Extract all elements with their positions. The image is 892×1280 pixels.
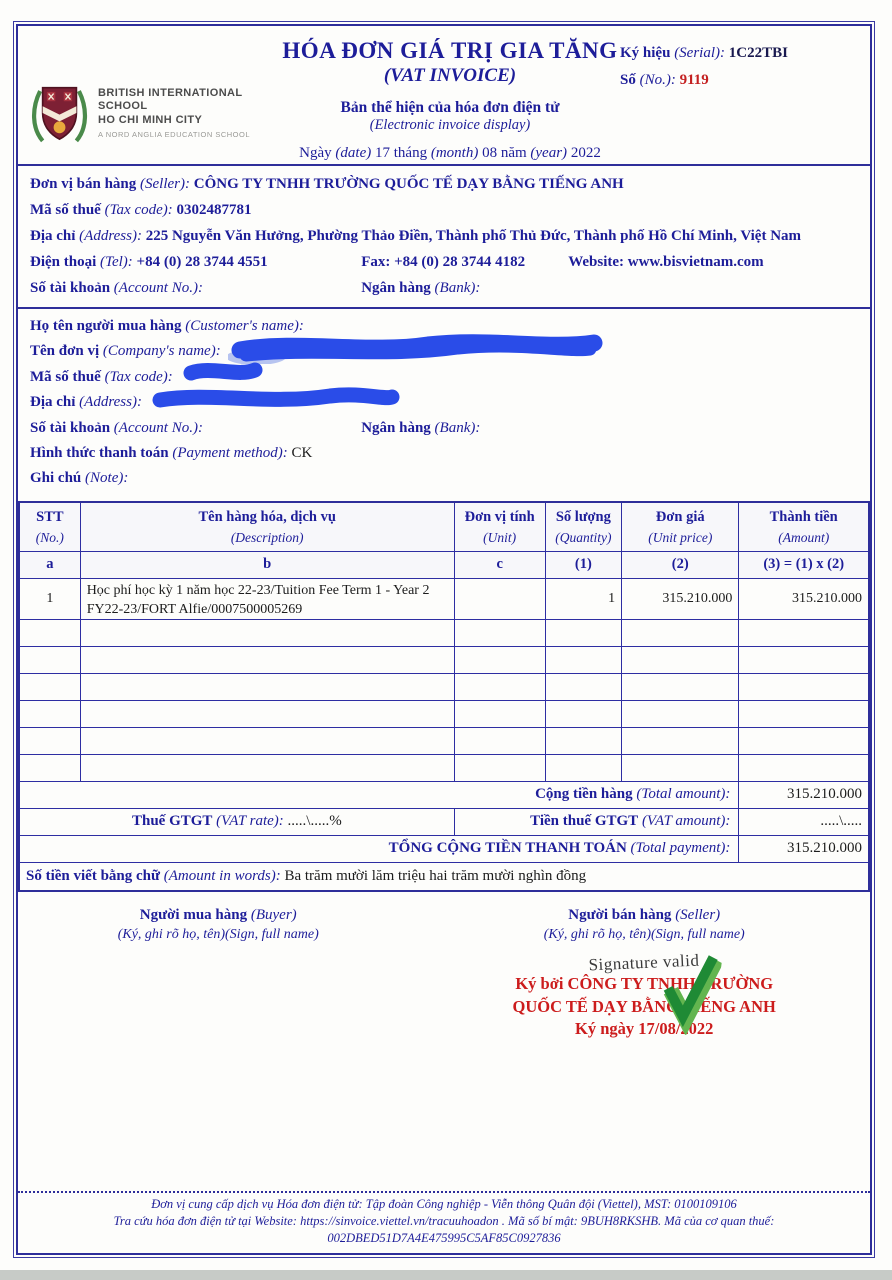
invoice-number: 9119 [679, 72, 709, 88]
grand-total-label-en: (Total payment): [630, 840, 731, 857]
vat-amount-label-vi: Tiền thuế GTGT [530, 813, 639, 830]
seller-account-row [30, 275, 858, 301]
taxcode-label-en: (Tax code): [104, 202, 173, 218]
vat-amount-value: .....\..... [739, 808, 869, 835]
subcol-c: c [454, 551, 545, 578]
col-desc-vi: Tên hàng hóa, dịch vụ [198, 508, 336, 525]
seller-fax [361, 249, 568, 275]
seller-label-vi: Đơn vị bán hàng [30, 176, 137, 192]
address-label-vi: Địa chỉ [30, 228, 76, 244]
buyer-bank [361, 416, 858, 441]
subtotal-label-en: (Total amount): [636, 786, 731, 803]
col-amount-vi: Thành tiền [769, 508, 838, 525]
serial-label-en: (Serial): [674, 45, 726, 61]
serial-block [620, 28, 862, 164]
redaction-scribble-taxcode [181, 360, 265, 386]
buyer-address-row [30, 390, 858, 415]
buyer-address-label-en: (Address): [79, 394, 142, 411]
signature-section [18, 907, 870, 1041]
grand-total-label-vi: TỔNG CỘNG TIỀN THANH TOÁN [388, 840, 627, 857]
subcol-1: (1) [545, 551, 621, 578]
serial-value: 1C22TBI [728, 45, 788, 61]
seller-sig-label-vi: Người bán hàng [568, 907, 672, 924]
vat-rate-value: .....\.....% [287, 813, 342, 830]
buyer-sign-note: (Ký, ghi rõ họ, tên)(Sign, full name) [117, 927, 319, 943]
seller-address-row [30, 223, 858, 249]
item-unit-price: 315.210.000 [622, 578, 739, 619]
buyer-account-row [30, 416, 858, 441]
serial-line [620, 40, 862, 67]
year-label-vi: năm [500, 145, 527, 161]
buyer-signature-title [18, 907, 418, 924]
account-label-en: (Account No.): [113, 280, 203, 296]
empty-row [19, 619, 869, 646]
note-label-vi: Ghi chú [30, 470, 82, 487]
buyer-bank-label-vi: Ngân hàng [361, 419, 431, 436]
seller-bank [361, 275, 858, 301]
grand-total-label [19, 835, 739, 862]
buyer-company-row [30, 339, 858, 364]
tel-value: +84 (0) 28 3744 4551 [136, 254, 268, 270]
col-unit-vi: Đơn vị tính [464, 508, 535, 525]
col-qty-vi: Số lượng [555, 508, 611, 525]
signature-valid-text: Signature valid [588, 950, 700, 975]
subcol-a: a [19, 551, 80, 578]
date-label-vi: Ngày [299, 145, 332, 161]
signed-by-line1: Ký bởi CÔNG TY TNHH TRƯỜNG [515, 974, 774, 994]
vat-rate-label-vi: Thuế GTGT [131, 813, 213, 830]
empty-row [19, 727, 869, 754]
table-header-row [19, 502, 869, 552]
date-day: 17 [375, 145, 390, 161]
item-desc-line1: Học phí học kỳ 1 năm học 22-23/Tuition Fee Term 1 - Year 2 [86, 582, 430, 598]
customer-label-en: (Customer's name): [185, 318, 304, 334]
subtotal-label-vi: Cộng tiền hàng [535, 786, 633, 803]
buyer-sig-label-vi: Người mua hàng [139, 907, 248, 924]
item-description [80, 578, 454, 619]
items-table [18, 501, 870, 893]
footer-provider-line: Đơn vị cung cấp dịch vụ Hóa đơn điện tử: Tập đoàn Công nghiệp - Viễn thông Quân đội (Viettel), MST: 0100109106 [151, 1197, 737, 1211]
website-value: www.bisvietnam.com [627, 254, 764, 270]
website-label: Website: [568, 254, 625, 270]
seller-website [568, 249, 858, 275]
subtotal-value: 315.210.000 [739, 781, 869, 808]
redaction-scribble-address [150, 386, 402, 412]
company-label-en: (Company's name): [102, 343, 221, 360]
vat-amount-label-en: (VAT amount): [641, 813, 731, 830]
number-label-vi: Số [620, 72, 636, 88]
seller-signature-block [418, 907, 870, 1041]
empty-row [19, 754, 869, 781]
empty-row [19, 673, 869, 700]
subtotal-label [19, 781, 739, 808]
payment-method-row [30, 441, 858, 466]
payment-method-value: CK [291, 445, 313, 462]
seller-taxcode-row [30, 197, 858, 223]
number-label-en: (No.): [639, 72, 676, 88]
invoice-footer [18, 1191, 870, 1253]
seller-sig-label-en: (Seller) [675, 907, 721, 924]
amount-in-words-cell [19, 862, 869, 891]
table-subheader-row [19, 551, 869, 578]
col-desc-en: (Description) [230, 529, 304, 545]
buyer-section [18, 307, 870, 496]
date-month: 08 [482, 145, 498, 161]
bank-label-en: (Bank): [434, 280, 481, 296]
school-logo-text [98, 87, 280, 140]
buyer-bank-label-en: (Bank): [434, 419, 481, 436]
subcol-2: (2) [622, 551, 739, 578]
vat-rate-label-en: (VAT rate): [216, 813, 284, 830]
date-label-en: (date) [335, 145, 372, 161]
seller-sign-note: (Ký, ghi rõ họ, tên)(Sign, full name) [543, 927, 745, 943]
tel-label-vi: Điện thoại [30, 254, 97, 270]
seller-signature-title [418, 907, 870, 924]
item-amount: 315.210.000 [739, 578, 869, 619]
vat-amount-label [454, 808, 739, 835]
payment-label-en: (Payment method): [172, 445, 288, 462]
year-label-en: (year) [530, 145, 568, 161]
col-unit [454, 502, 545, 552]
col-description [80, 502, 454, 552]
seller-name-row [30, 171, 858, 197]
buyer-taxcode-label-en: (Tax code): [104, 368, 173, 385]
school-logo [30, 62, 280, 164]
redaction-scribble-company [228, 332, 606, 364]
note-label-en: (Note): [85, 470, 129, 487]
invoice-title: HÓA ĐƠN GIÁ TRỊ GIA TĂNG [282, 38, 618, 63]
school-tagline: A NORD ANGLIA EDUCATION SCHOOL [98, 129, 251, 139]
amount-words-value: Ba trăm mười lăm triệu hai trăm mười nghìn đồng [284, 868, 587, 885]
buyer-account-label-vi: Số tài khoản [30, 419, 111, 436]
item-row-1 [19, 578, 869, 619]
seller-taxcode: 0302487781 [176, 202, 252, 218]
buyer-address-label-vi: Địa chỉ [30, 394, 76, 411]
buyer-signature-block [18, 907, 418, 1041]
seller-account [30, 275, 361, 301]
seller-section [18, 164, 870, 307]
col-price-en: (Unit price) [648, 529, 713, 545]
display-note-vi: Bản thể hiện của hóa đơn điện tử [340, 99, 560, 116]
invoice-subtitle: (VAT INVOICE) [383, 65, 517, 86]
fax-value: +84 (0) 28 3744 4182 [394, 254, 526, 270]
payment-label-vi: Hình thức thanh toán [30, 445, 169, 462]
invoice-title-block [280, 28, 620, 164]
digital-signature-stamp [474, 950, 814, 1041]
date-year: 2022 [570, 145, 601, 161]
invoice-outer-border [13, 21, 875, 1258]
amount-in-words-row [19, 862, 869, 891]
col-stt-en: (No.) [35, 529, 64, 545]
buyer-taxcode-label-vi: Mã số thuế [30, 368, 101, 385]
subtotal-row [19, 781, 869, 808]
col-unit-price [622, 502, 739, 552]
buyer-sig-label-en: (Buyer) [250, 907, 297, 924]
invoice-inner-border [16, 24, 872, 1255]
vat-row [19, 808, 869, 835]
seller-contact-row [30, 249, 858, 275]
invoice-header [18, 26, 870, 164]
invoice-number-line [620, 67, 862, 94]
signed-by-line2: QUỐC TẾ DẠY BẰNG TIẾNG ANH [512, 996, 776, 1016]
col-amount [739, 502, 869, 552]
grand-total-value: 315.210.000 [739, 835, 869, 862]
item-qty: 1 [545, 578, 621, 619]
seller-name: CÔNG TY TNHH TRƯỜNG QUỐC TẾ DẠY BẰNG TIẾNG ANH [193, 176, 624, 192]
col-stt [19, 502, 80, 552]
serial-label-vi: Ký hiệu [620, 45, 671, 61]
footer-lookup-line: Tra cứu hóa đơn điện tử tại Website: https://sinvoice.viettel.vn/tracuuhoadon . Mã số bí mật: 9BUH8RKSHB. Mã của cơ quan thuế: 002DBED51D7A4E475995C5AF85C0927836 [113, 1214, 775, 1245]
col-qty-en: (Quantity) [555, 529, 612, 545]
buyer-account-label-en: (Account No.): [113, 419, 203, 436]
item-unit [454, 578, 545, 619]
item-stt: 1 [19, 578, 80, 619]
buyer-account [30, 416, 361, 441]
taxcode-label-vi: Mã số thuế [30, 202, 101, 218]
col-price-vi: Đơn giá [655, 508, 705, 525]
school-crest-icon [30, 78, 89, 148]
fax-label: Fax: [361, 254, 391, 270]
month-label-en: (month) [430, 145, 479, 161]
note-row [30, 466, 858, 491]
col-unit-en: (Unit) [483, 529, 517, 545]
company-label-vi: Tên đơn vị [30, 343, 100, 360]
seller-label-en: (Seller): [140, 176, 191, 192]
school-name-line2: HO CHI MINH CITY [98, 114, 203, 127]
amount-words-label-en: (Amount in words): [163, 868, 281, 885]
bank-label-vi: Ngân hàng [361, 280, 431, 296]
account-label-vi: Số tài khoản [30, 280, 111, 296]
tel-label-en: (Tel): [100, 254, 133, 270]
col-amount-en: (Amount) [778, 529, 830, 545]
address-label-en: (Address): [79, 228, 142, 244]
month-label-vi: tháng [393, 145, 428, 161]
seller-tel [30, 249, 361, 275]
invoice-date-line [280, 145, 620, 162]
customer-label-vi: Họ tên người mua hàng [30, 318, 182, 334]
display-note-en: (Electronic invoice display) [369, 117, 531, 133]
empty-row [19, 646, 869, 673]
seller-address: 225 Nguyễn Văn Hưởng, Phường Thảo Điền, Thành phố Thủ Đức, Thành phố Hồ Chí Minh, Việt Nam [145, 228, 802, 244]
signed-date: Ký ngày 17/08/2022 [574, 1019, 714, 1039]
subcol-b: b [80, 551, 454, 578]
vat-rate-cell [19, 808, 454, 835]
item-desc-line2: FY22-23/FORT Alfie/0007500005269 [86, 601, 303, 617]
empty-row [19, 700, 869, 727]
green-check-icon [657, 944, 723, 1038]
subcol-3: (3) = (1) x (2) [739, 551, 869, 578]
grand-total-row [19, 835, 869, 862]
photo-edge-strip [0, 1270, 892, 1280]
col-quantity [545, 502, 621, 552]
amount-words-label-vi: Số tiền viết bằng chữ [26, 868, 161, 885]
col-stt-vi: STT [36, 508, 64, 525]
school-name-line1: BRITISH INTERNATIONAL SCHOOL [98, 86, 243, 113]
